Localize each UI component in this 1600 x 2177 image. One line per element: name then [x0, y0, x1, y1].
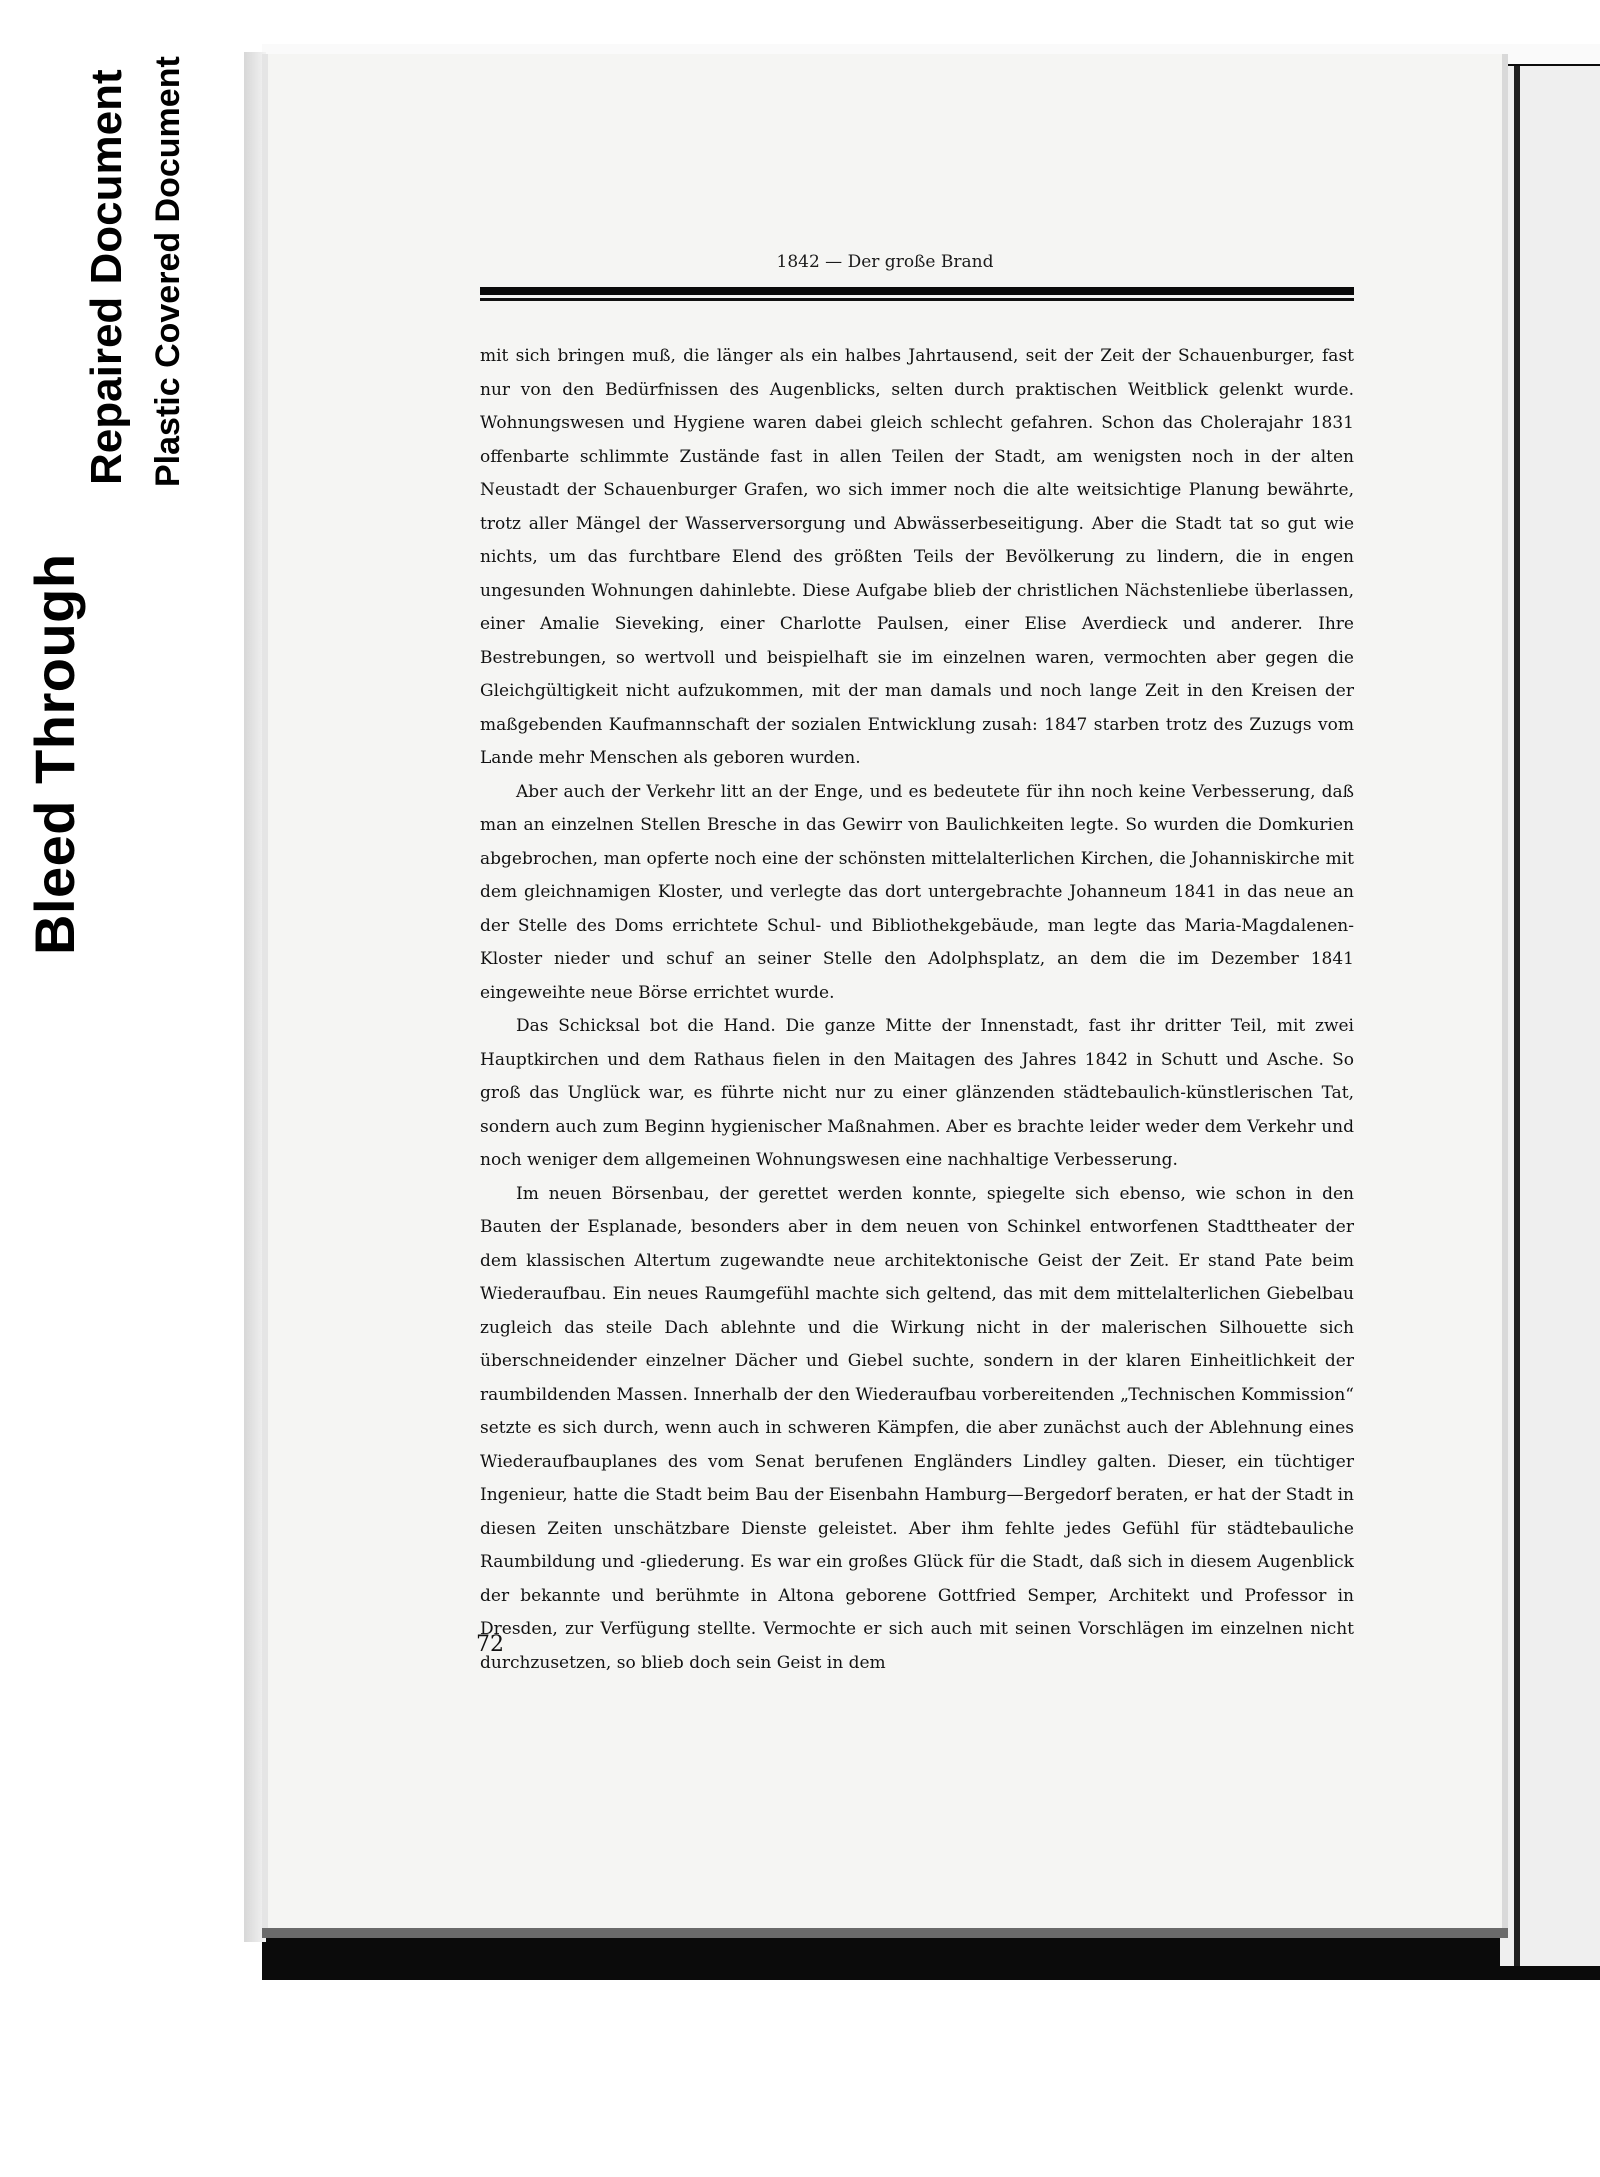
page-number: 72 — [476, 1632, 504, 1657]
paragraph: Im neuen Börsenbau, der gerettet werden konnte, spiegelte sich ebenso, wie schon in den Bauten der Esplanade, besonders aber in dem neuen von Schinkel entworfenen Stadttheater der dem klassischen Altertum zugewandte neue architektonische Geist der Zeit. Er stand Pate beim Wiederaufbau. Ein neues Raumgefühl machte sich geltend, das mit dem mittelalterlichen Giebelbau zugleich das steile Dach ablehnte und die Wirkung nicht in der malerischen Silhouette sich überschneidender einzelner Dächer und Giebel suchte, sondern in der klaren Einheitlichkeit der raumbildenden Massen. Innerhalb der den Wiederaufbau vorbereitenden „Technischen Kommission“ setzte es sich durch, wenn auch in schweren Kämpfen, die aber zunächst auch der Ablehnung eines Wiederaufbauplanes des vom Senat berufenen Engländers Lindley galten. Dieser, ein tüchtiger Ingenieur, hatte die Stadt beim Bau der Eisenbahn Hamburg—Bergedorf beraten, er hat der Stadt in diesen Zeiten unschätzbare Dienste geleistet. Aber ihm fehlte jedes Gefühl für städtebauliche Raumbildung und -gliederung. Es war ein großes Glück für die Stadt, daß sich in diesem Augenblick der bekannte und berühmte in Altona geborene Gottfried Semper, Architekt und Professor in Dresden, zur Verfügung stellte. Vermochte er sich auch mit seinen Vorschlägen im einzelnen nicht durchzusetzen, so blieb doch sein Geist in dem — [480, 1183, 1354, 1673]
label-plastic-covered-document: Plastic Covered Document — [149, 56, 187, 487]
label-bleed-through: Bleed Through — [23, 553, 86, 955]
paragraph: Aber auch der Verkehr litt an der Enge, und es bedeutete für ihn noch keine Verbesserung, daß man an einzelnen Stellen Bresche in das Gewirr von Baulichkeiten legte. So wurden die Domkurien abgebrochen, man opferte noch eine der schönsten mittelalterlichen Kirchen, die Johanniskirche mit dem gleichnamigen Kloster, und verlegte das dort untergebrachte Johanneum 1841 in das neue an der Stelle des Doms errichtete Schul- und Bibliothekgebäude, man legte das Maria-Magdalenen-Kloster nieder und schuf an seiner Stelle den Adolphsplatz, an dem die im Dezember 1841 eingeweihte neue Börse errichtet wurde. — [480, 781, 1354, 1003]
label-repaired-document: Repaired Document — [82, 69, 131, 485]
paragraph: mit sich bringen muß, die länger als ein halbes Jahrtausend, seit der Zeit der Schauenburger, fast nur von den Bedürfnissen des Augenblicks, selten durch praktischen Weitblick gelenkt wurde. Wohnungswesen und Hygiene waren dabei gleich schlecht gefahren. Schon das Cholerajahr 1831 offenbarte schlimmte Zustände fast in allen Teilen der Stadt, am wenigsten noch in der alten Neustadt der Schauenburger Grafen, wo sich immer noch die alte weitsichtige Planung bewährte, trotz aller Mängel der Wasserversorgung und Abwässerbeseitigung. Aber die Stadt tat so gut wie nichts, um das furchtbare Elend des größten Teils der Bevölkerung zu lindern, die in engen ungesunden Wohnungen dahinlebte. Diese Aufgabe blieb der christlichen Nächstenliebe überlassen, einer Amalie Sieveking, einer Charlotte Paulsen, einer Elise Averdieck und anderer. Ihre Bestrebungen, so wertvoll und beispielhaft sie im einzelnen waren, vermochten aber gegen die Gleichgültigkeit nicht aufzukommen, mit der man damals und noch lange Zeit in den Kreisen der maßgebenden Kaufmannschaft der sozialen Entwicklung zusah: 1847 starben trotz des Zuzugs vom Lande mehr Menschen als geboren wurden. — [480, 346, 1354, 768]
book-page — [262, 54, 1508, 1928]
header-rule-thick — [480, 287, 1354, 295]
next-page-edge-line — [1514, 66, 1520, 1966]
running-head: 1842 — Der große Brand — [776, 252, 994, 272]
header-rule-thin — [480, 298, 1354, 301]
paragraph: Das Schicksal bot die Hand. Die ganze Mitte der Innenstadt, fast ihr dritter Teil, mit zwei Hauptkirchen und dem Rathaus fielen in den Maitagen des Jahres 1842 in Schutt und Asche. So groß das Unglück war, es führte nicht nur zu einer glänzenden städtebaulich-künstlerischen Tat, sondern auch zum Beginn hygienischer Maßnahmen. Aber es brachte leider weder dem Verkehr und noch weniger dem allgemeinen Wohnungswesen eine nachhaltige Verbesserung. — [480, 1016, 1354, 1170]
body-text — [480, 340, 1354, 1680]
page-bottom-shadow — [262, 1928, 1508, 1938]
